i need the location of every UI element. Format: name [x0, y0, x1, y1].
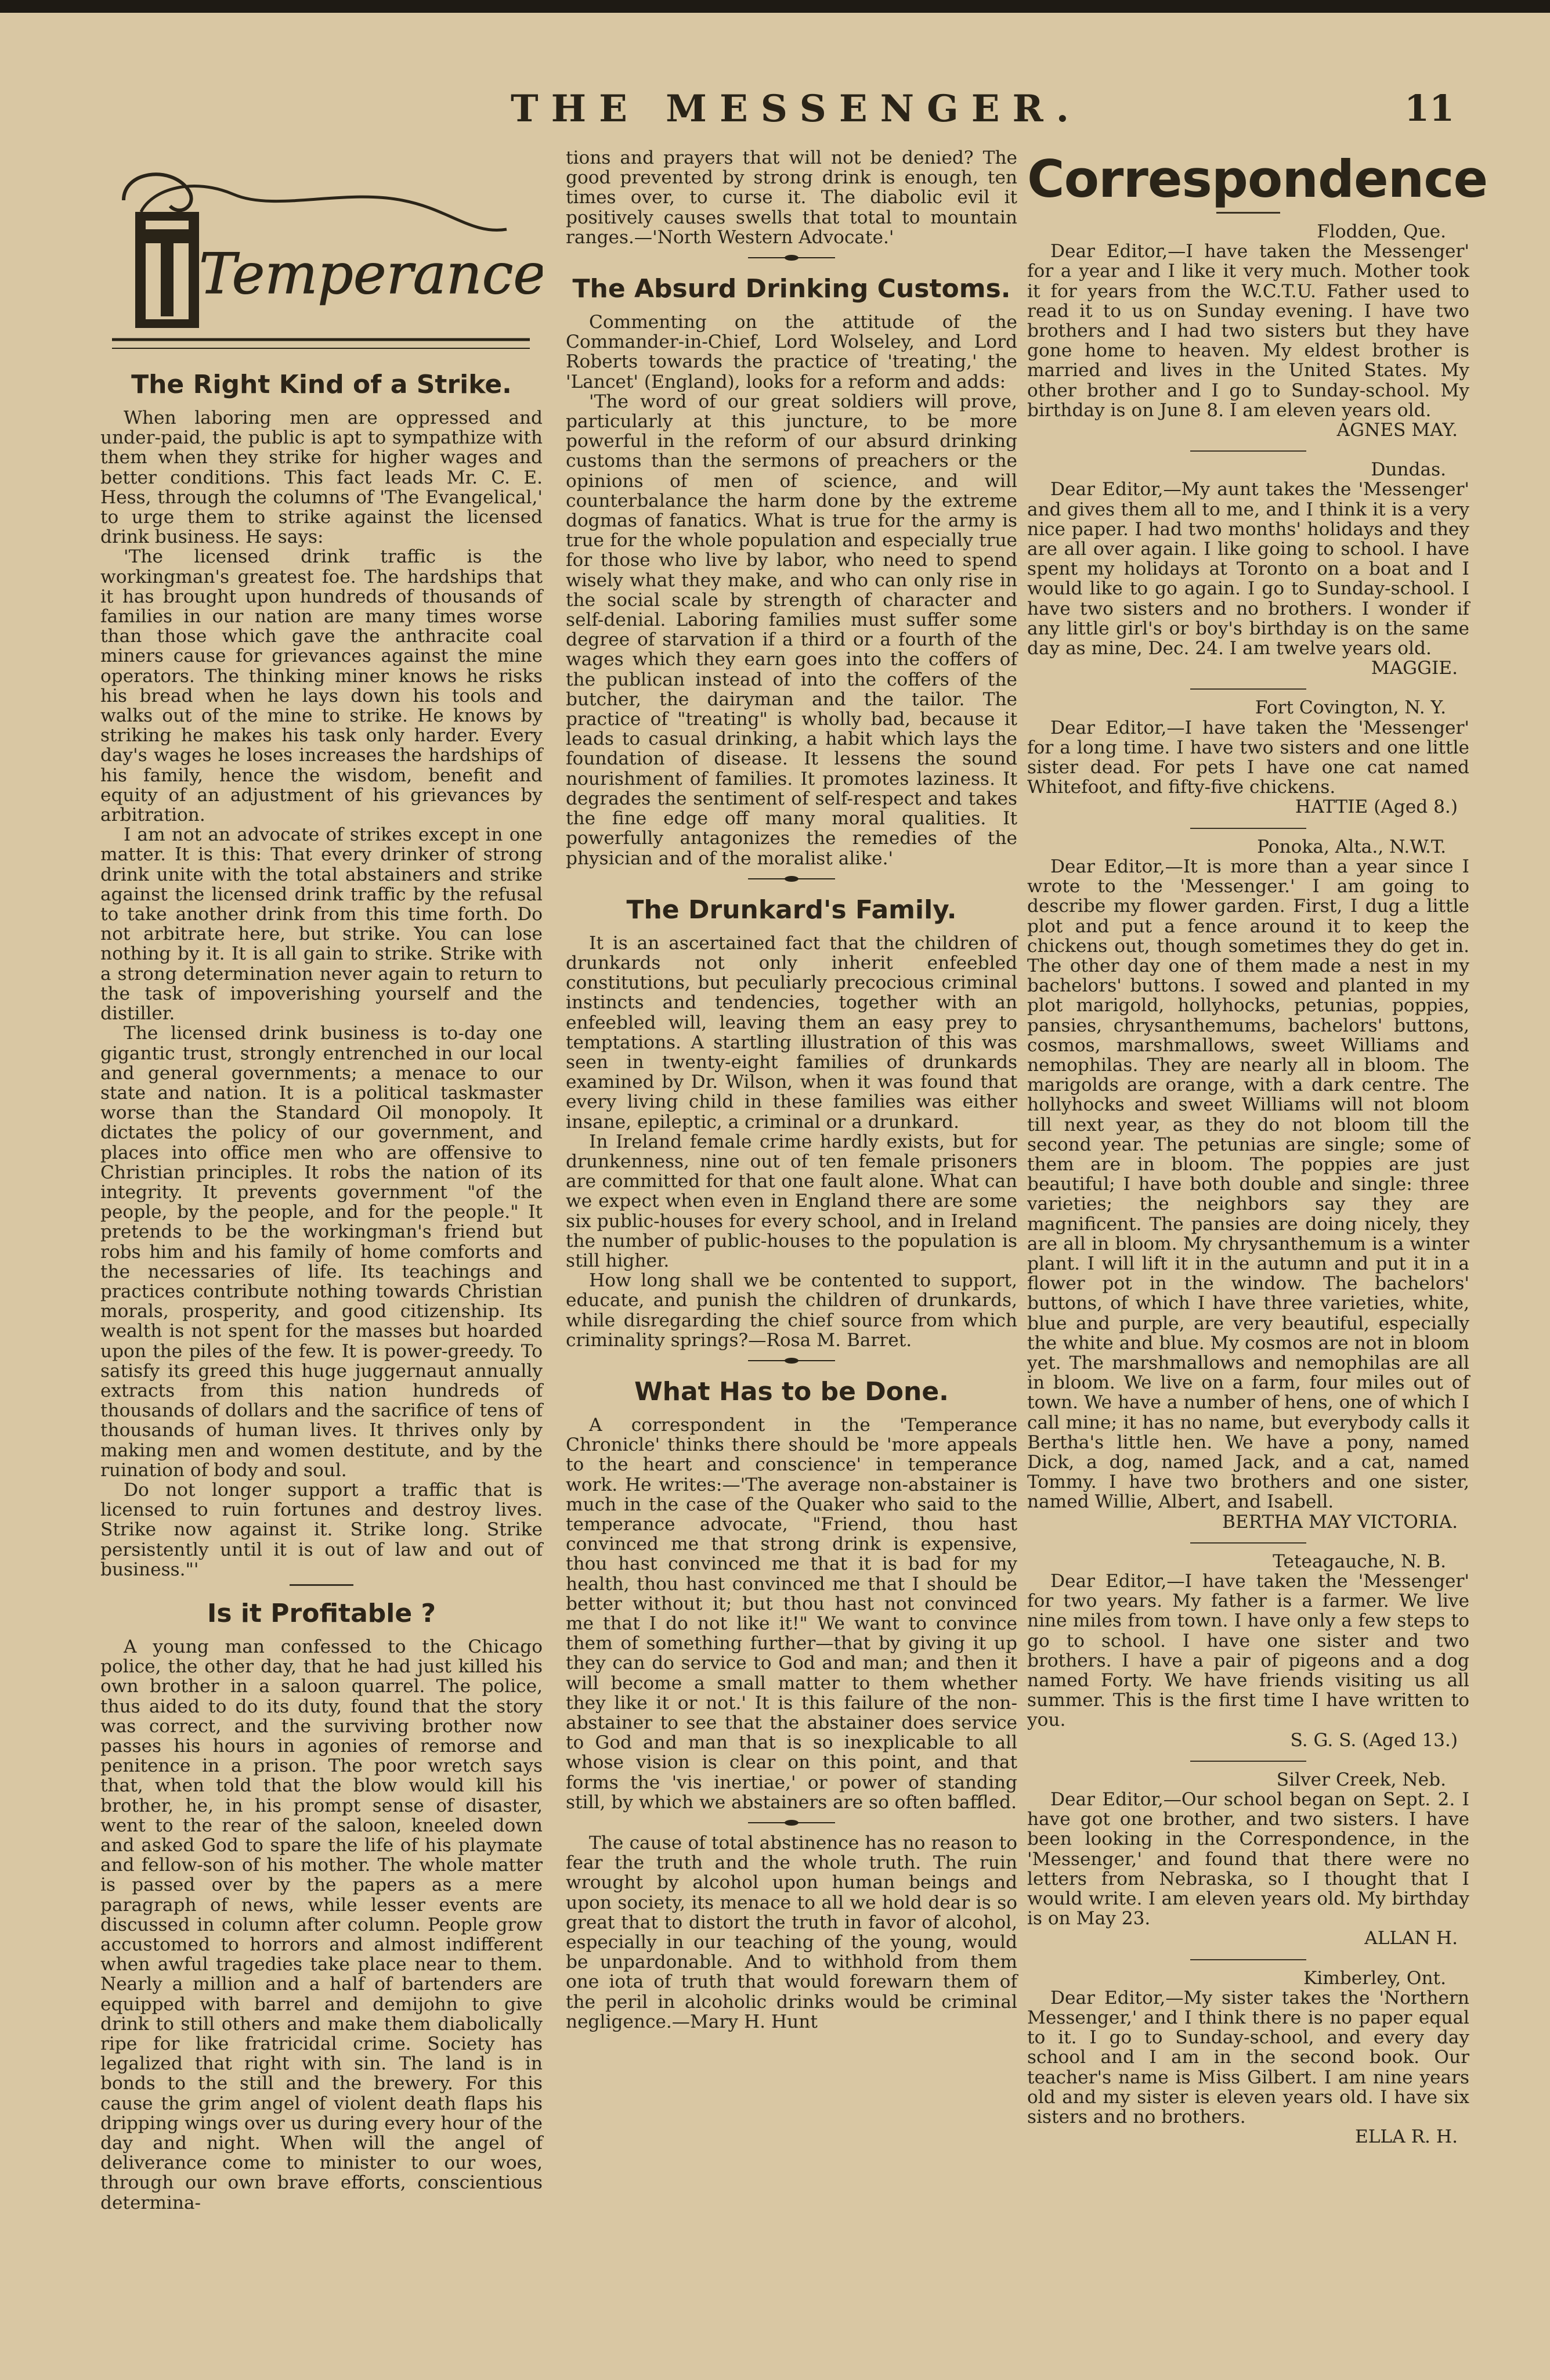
letter-signature: ALLAN H.: [1364, 1928, 1458, 1949]
letter-separator: [1190, 828, 1306, 829]
article-title-profitable: Is it Profitable ?: [207, 1598, 436, 1628]
paragraph: A young man confessed to the Chicago police, the other day, that he had just killed his own brother in a saloon quarrel. The police, thus aided to do its duty, found that the story was correct, and the surviving brother now passes his hours in agonies of remorse and penitence in a prison. The poor wretch says that, when told that the blow would kill his brother, he, in his prompt sense of disaster, went to the rear of the saloon, kneeled down and asked God to spare the life of his playmate and fellow-son of his mother. The whole matter is passed over by the papers as a mere paragraph of news, while lesser events are discussed in column after column. People grow accustomed to horrors and almost indifferent when awful tragedies take place near to them. Nearly a million and a half of bartenders are equipped with barrel and demijohn to give drink to still others and make them diabolically ripe for like fratricidal crime. Society has legalized that right with sin. The land is in bonds to the still and the brewery. For this cause the grim angel of violent death flaps his dripping wings over us during every hour of the day and night. When will the angel of deliverance come to minister to our woes, through our own brave efforts, conscientious determina-: [100, 1636, 543, 2213]
ornament-divider: [748, 875, 835, 882]
letter-text: Dear Editor,—Our school began on Sept. 2. I have got one brother, and two sisters. I have been looking in the Correspondence, in the 'Messenger,' and found that there were no letters from Nebraska, so I thought that I would write. I am eleven years old. My birthday is on May 23.: [1027, 1789, 1469, 1930]
paragraph: The cause of total abstinence has no reason to fear the truth and the whole truth. The ruin wrought by alcohol upon human beings and upon society, its menace to all we hold dear is so great that to distort the truth in favor of alcohol, especially in our teaching of the young, would be unpardonable. And to withhold from them one iota of truth that would forewarn them of the peril in alcoholic drinks would be criminal negligence.—Mary H. Hunt: [566, 1833, 1017, 2032]
paragraph: 'The licensed drink traffic is the workingman's greatest foe. The hardships that it has brought upon hundreds of thousands of families in our nation are many times worse than those which gave the anthracite coal miners cause for grievances against the mine operators. The thinking miner knows he risks his bread when he lays down his tools and walks out of the mine to strike. He knows by striking he makes his task only harder. Every day's wages he loses increases the hardships of his family, hence the wisdom, benefit and equity of an adjustment of his grievances by arbitration.: [100, 546, 543, 826]
letter: [1027, 837, 1469, 1532]
letter-text: Dear Editor,—It is more than a year since I wrote to the 'Messenger.' I am going to describe my flower garden. First, I dug a little plot and put a fence around it to keep the chickens out, though sometimes they do get in. The other day one of them made a nest in my bachelors' buttons. I sowed and planted in my plot marigold, hollyhocks, petunias, poppies, pansies, chrysanthemums, bachelors' buttons, cosmos, marshmallows, sweet Williams and nemophilas. They are nearly all in bloom. The marigolds are orange, with a dark centre. The hollyhocks and sweet Williams will not bloom till next year, as they do not bloom till the second year. The petunias are single; some of them are in bloom. The poppies are just beautiful; I have both double and single: three varieties; the neighbors say they are magnificent. The pansies are doing nicely, they are all in bloom. My chrysanthemum is a winter plant. I will lift it in the autumn and put it in a flower pot in the window. The bachelors' buttons, of which I have three varieties, white, blue and purple, are very beautiful, especially the white and blue. My cosmos are not in bloom yet. The marshmallows and nemophilas are all in bloom. We live on a farm, four miles out of town. We have a number of hens, one of which I call mine; it has no name, but everybody calls it Bertha's little hen. We have a pony, named Dick, a dog, named Jack, and a cat, named Tommy. I have two brothers and one sister, named Willie, Albert, and Isabell.: [1027, 856, 1469, 1513]
letter-text: Dear Editor,—I have taken the 'Messenger' for a long time. I have two sisters and one little sister dead. For pets I have one cat named Whitefoot, and fifty-five chickens.: [1027, 717, 1469, 798]
letter-place: Flodden, Que.: [1317, 221, 1446, 242]
temperance-logo-art: [100, 148, 543, 357]
temperance-logo: [100, 148, 543, 357]
letter: [1027, 1770, 1469, 1949]
paragraph: Do not longer support a traffic that is licensed to ruin fortunes and destroy lives. Strike now against it. Strike long. Strike persistently until it is out of law and out of business."': [100, 1479, 543, 1580]
paragraph: The licensed drink business is to-day one gigantic trust, strongly entrenched in our local and general governments; a menace to our state and nation. It is a political taskmaster worse than the Standard Oil monopoly. It dictates the policy of our government, and places into office men who are offensive to Christian principles. It robs the nation of its integrity. It prevents government "of the people, by the people, and for the people." It pretends to be the workingman's friend but robs him and his family of home comforts and the necessaries of life. Its teachings and practices contribute nothing towards Christian morals, prosperity, and good citizenship. Its wealth is not spent for the masses but hoarded upon the piles of the few. It is power-greedy. To satisfy its greed this huge juggernaut annually extracts from this nation hundreds of thousands of dollars and the sacrifice of tens of thousands of human lives. It thrives only by making men and women destitute, and by the ruination of body and soul.: [100, 1023, 543, 1481]
letter-signature: BERTHA MAY VICTORIA.: [1222, 1511, 1458, 1532]
letter-text: Dear Editor,—My sister takes the 'Northern Messenger,' and I think there is no paper equal to it. I go to Sunday-school, and every day school and I am in the second book. Our teacher's name is Miss Gilbert. I am nine years old and my sister is eleven years old. I have six sisters and no brothers.: [1027, 1987, 1469, 2128]
article-title-drinking-customs: The Absurd Drinking Customs.: [572, 274, 1011, 304]
paragraph: How long shall we be contented to support, educate, and punish the children of drunkards, while disregarding the chief source from which criminality springs?—Rosa M. Barret.: [566, 1270, 1017, 1351]
column-3: [1027, 148, 1488, 2157]
letter-text: Dear Editor,—I have taken the Messenger' for a year and I like it very much. Mother took it for years from the W.C.T.U. Father used to read it to us on Sunday evening. I have two brothers and I had two sisters but they have gone home to heaven. My eldest brother is married and lives in the United States. My other brother and I go to Sunday-school. My birthday is on June 8. I am eleven years old.: [1027, 241, 1469, 421]
letter-place: Teteagauche, N. B.: [1273, 1550, 1446, 1572]
top-dark-edge: [0, 0, 1550, 13]
letter-place: Silver Creek, Neb.: [1276, 1769, 1446, 1790]
article-title-what-has-to-be-done: What Has to be Done.: [634, 1376, 949, 1407]
paragraph: It is an ascertained fact that the children of drunkards not only inherit enfeebled constitutions, but peculiarly precocious criminal instincts and tendencies, together with an enfeebled will, leaving them an easy prey to temptations. A startling illustration of this was seen in twenty-eight families of drunkards examined by Dr. Wilson, when it was found that every living child in these families was either insane, epileptic, a criminal or a drunkard.: [566, 932, 1017, 1133]
letter-place: Ponoka, Alta., N.W.T.: [1257, 836, 1446, 857]
letter-place: Kimberley, Ont.: [1303, 1967, 1446, 1989]
paragraph: In Ireland female crime hardly exists, but for drunkenness, nine out of ten female prisoners are committed for that one fault alone. What can we expect when even in England there are some six public-houses for every school, and in Ireland the number of public-houses to the population is still higher.: [566, 1131, 1017, 1271]
logo-title: Temperance: [199, 241, 543, 306]
masthead: THE MESSENGER.: [511, 87, 1082, 131]
paragraph: Commenting on the attitude of the Commander-in-Chief, Lord Wolseley, and Lord Roberts towards the practice of 'treating,' the 'Lancet' (England), looks for a reform and adds:: [566, 312, 1017, 392]
page-header: [0, 87, 1550, 139]
letter-signature: ELLA R. H.: [1354, 2126, 1458, 2148]
letter: [1027, 460, 1469, 678]
letter-text: Dear Editor,—My aunt takes the 'Messenger' and gives them all to me, and I think it is a very nice paper. I had two months' holidays and they are all over again. I like going to school. I have spent my holidays at Toronto on a boat and I would like to go again. I go to Sunday-school. I have two sisters and no brothers. I wonder if any little girl's or boy's birthday is on the same day as mine, Dec. 24. I am twelve years old.: [1027, 479, 1469, 659]
page-number: 11: [1404, 87, 1455, 129]
letter: [1027, 698, 1469, 817]
ornament-divider: [748, 1819, 835, 1826]
letter-separator: [1190, 450, 1306, 452]
letter-signature: MAGGIE.: [1371, 658, 1458, 679]
letter-separator: [1190, 1959, 1306, 1960]
article-title-strike: The Right Kind of a Strike.: [131, 370, 512, 399]
paragraph: tions and prayers that will not be denied? The good prevented by strong drink is enough, ten times over, to curse it. The diabolic evil it positively causes swells that total to mountain ranges.—'North Western Advocate.': [566, 147, 1017, 248]
letter-place: Fort Covington, N. Y.: [1255, 697, 1446, 719]
column-2: [566, 148, 1017, 2032]
paragraph: A correspondent in the 'Temperance Chronicle' thinks there should be 'more appeals to the heart and conscience' in temperance work. He writes:—'The average non-abstainer is much in the case of the Quaker who said to the temperance advocate, "Friend, thou hast convinced me that strong drink is expensive, thou hast convinced me that it is bad for my health, thou hast convinced me that I should be better without it; but thou hast not convinced me that I do not like it!" We want to convince them of something further—that by giving it up they can do service to God and man; and then it will become a small matter to them whether they like it or not.' It is this failure of the non-abstainer to see that the abstainer does service to God and man that is so inexplicable to all whose vision is clear on this point, and that forms the 'vis inertiae,' or power of standing still, by which we abstainers are so often baffled.: [566, 1414, 1017, 1813]
paragraph: When laboring men are oppressed and under-paid, the public is apt to sympathize with them when they strike for higher wages and better conditions. This fact leads Mr. C. E. Hess, through the columns of 'The Evangelical,' to urge them to strike against the licensed drink business. He says:: [100, 408, 543, 548]
letter-place: Dundas.: [1371, 459, 1446, 481]
divider: [290, 1584, 353, 1586]
letter-separator: [1190, 688, 1306, 690]
letter-separator: [1190, 1761, 1306, 1762]
ornament-divider: [748, 1357, 835, 1364]
letter-separator: [1190, 1542, 1306, 1544]
letter-signature: HATTIE (Aged 8.): [1295, 796, 1458, 818]
letter-text: Dear Editor,—I have taken the 'Messenger' for two years. My father is a farmer. We live nine miles from town. I have only a few steps to go to school. I have one sister and two brothers. I have a pair of pigeons and a dog named Forty. We have friends visiting us all summer. This is the first time I have written to you.: [1027, 1571, 1469, 1731]
paragraph: I am not an advocate of strikes except in one matter. It is this: That every drinker of strong drink unite with the total abstainers and strike against the licensed drink traffic by the refusal to take another drink from this time forth. Do not arbitrate here, but strike. You can lose nothing by it. It is all gain to strike. Strike with a strong determination never again to return to the task of impoverishing yourself and the distiller.: [100, 824, 543, 1025]
ornament-divider: [748, 254, 835, 261]
correspondence-title: Correspondence: [1027, 149, 1488, 209]
letter-signature: AGNES MAY.: [1336, 420, 1458, 441]
paragraph: 'The word of our great soldiers will prove, particularly at this juncture, to be more powerful in the reform of our absurd drinking customs than the sermons of preachers or the opinions of men of science, and will counterbalance the harm done by the extreme dogmas of fanatics. What is true for the army is true for the whole population and especially true for those who live by labor, who need to spend wisely what they make, and who can only rise in the social scale by strength of character and self-denial. Laboring families must suffer some degree of starvation if a third or a fourth of the wages which they earn goes into the coffers of the publican instead of into the coffers of the butcher, the dairyman and the tailor. The practice of "treating" is wholly bad, because it leads to casual drinking, a habit which lays the foundation of disease. It lessens the sound nourishment of families. It promotes laziness. It degrades the sentiment of self-respect and takes the fine edge off many moral qualities. It powerfully antagonizes the remedies of the physician and of the moralist alike.': [566, 391, 1017, 869]
letter: [1027, 1552, 1469, 1750]
letter: [1027, 222, 1469, 440]
article-title-drunkards-family: The Drunkard's Family.: [626, 895, 957, 925]
letter: [1027, 1968, 1469, 2147]
column-1: [100, 148, 543, 2213]
letter-signature: S. G. S. (Aged 13.): [1290, 1729, 1458, 1751]
divider: [1216, 212, 1280, 214]
